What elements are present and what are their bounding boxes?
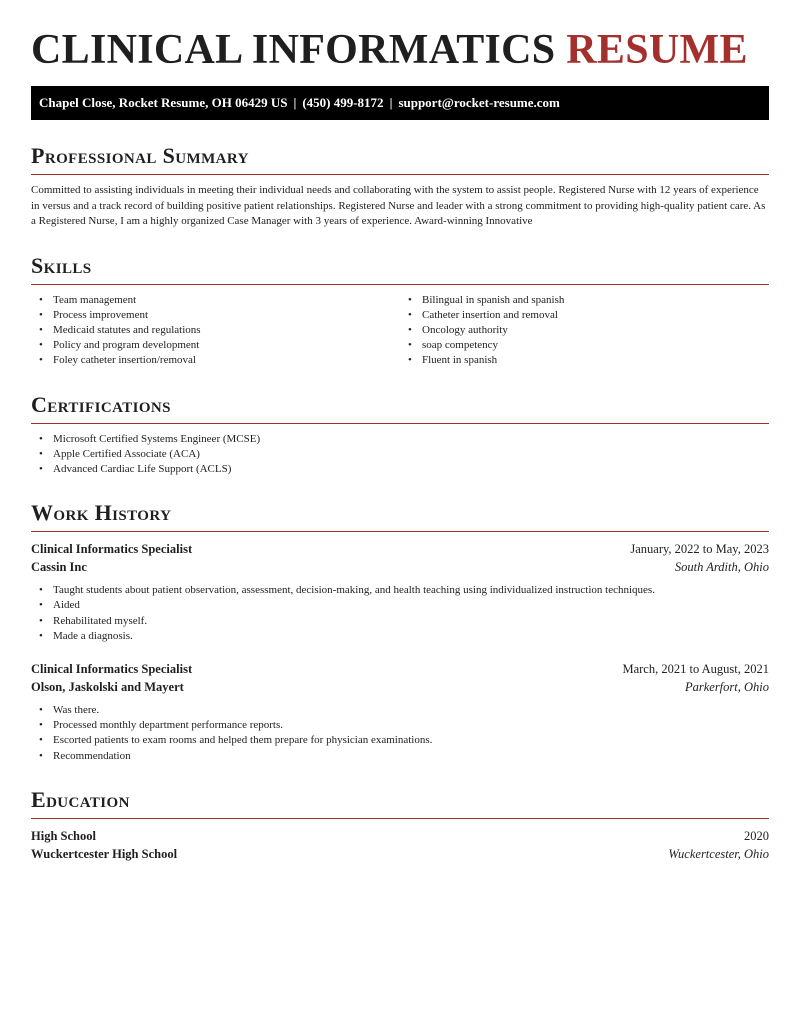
section-divider xyxy=(31,531,769,532)
skill-item: • Bilingual in spanish and spanish xyxy=(408,293,769,308)
job-header-row xyxy=(31,660,769,678)
job-duty-item: • Aided xyxy=(39,598,769,613)
contact-separator: | xyxy=(389,95,393,110)
job-header-row xyxy=(31,540,769,558)
job-duty-item: • Rehabilitated myself. xyxy=(39,614,769,629)
skill-item: • Catheter insertion and removal xyxy=(408,308,769,323)
education-header-row xyxy=(31,827,769,845)
job-company-row xyxy=(31,558,769,576)
job-entry xyxy=(31,540,769,644)
job-duty-item: • Was there. xyxy=(39,703,769,718)
skill-item: • Medicaid statutes and regulations xyxy=(39,323,400,338)
education-school-row xyxy=(31,845,769,863)
certification-item: • Apple Certified Associate (ACA) xyxy=(39,447,769,462)
education-school: Wuckertcester High School xyxy=(31,846,178,861)
skill-item: • soap competency xyxy=(408,338,769,353)
skill-item: • Foley catheter insertion/removal xyxy=(39,353,400,368)
job-location: South Ardith, Ohio xyxy=(674,560,769,575)
skill-item: • Fluent in spanish xyxy=(408,353,769,368)
job-dates: March, 2021 to August, 2021 xyxy=(622,661,769,676)
skills-column-left xyxy=(31,293,400,369)
resume-title xyxy=(31,24,769,76)
skill-item: • Process improvement xyxy=(39,308,400,323)
skill-item: • Oncology authority xyxy=(408,323,769,338)
skills-heading: Skills xyxy=(31,252,92,278)
job-company: Olson, Jaskolski and Mayert xyxy=(31,679,184,694)
skills-list-left xyxy=(31,293,400,369)
job-duty-item: • Recommendation xyxy=(39,749,769,764)
skills-grid xyxy=(31,293,769,369)
certifications-heading: Certifications xyxy=(31,391,171,417)
job-duty-item: • Processed monthly department performance reports. xyxy=(39,718,769,733)
certification-item: • Microsoft Certified Systems Engineer (MCSE) xyxy=(39,432,769,447)
education-location: Wuckertcester, Ohio xyxy=(668,846,769,861)
section-divider xyxy=(31,174,769,175)
certifications-list xyxy=(31,432,769,478)
job-duties-list xyxy=(31,583,769,644)
summary-text: Committed to assisting individuals in meeting their individual needs and collaborating with the system to assist people. Registered Nurse with 12 years of experience in versus and a track record of building positive patient relationships. Registered Nurse and leader with a strong commitment to providing high-quality patient care. As a Registered Nurse, I am a highly organized Case Manager with 3 years of experience. Award-winning Innovative xyxy=(31,184,766,227)
certification-item: • Advanced Cardiac Life Support (ACLS) xyxy=(39,462,769,477)
contact-bar xyxy=(31,86,769,120)
job-duty-item: • Made a diagnosis. xyxy=(39,629,769,644)
education-year: 2020 xyxy=(744,828,769,843)
section-divider xyxy=(31,818,769,819)
education-degree: High School xyxy=(31,828,96,843)
section-divider xyxy=(31,423,769,424)
work-history-heading: Work History xyxy=(31,500,172,526)
job-dates: January, 2022 to May, 2023 xyxy=(630,542,769,557)
skills-list-right xyxy=(400,293,769,369)
job-duty-item: • Taught students about patient observation, assessment, decision-making, and health teaching using individualized instruction techniques. xyxy=(39,583,769,598)
section-divider xyxy=(31,284,769,285)
skill-item: • Policy and program development xyxy=(39,338,400,353)
education-entry xyxy=(31,827,769,863)
contact-email[interactable]: support@rocket-resume.com xyxy=(398,95,560,110)
contact-address: Chapel Close, Rocket Resume, OH 06429 US xyxy=(39,95,288,110)
job-duty-item: • Escorted patients to exam rooms and helped them prepare for physician examinations. xyxy=(39,733,769,748)
job-title: Clinical Informatics Specialist xyxy=(31,661,193,676)
summary-heading: Professional Summary xyxy=(31,143,249,168)
job-entry xyxy=(31,660,769,764)
contact-phone: (450) 499-8172 xyxy=(302,95,384,110)
education-heading: Education xyxy=(31,786,130,812)
job-company-row xyxy=(31,678,769,696)
skill-item: • Team management xyxy=(39,293,400,308)
title-accent: RESUME xyxy=(566,27,748,73)
contact-separator: | xyxy=(293,95,297,110)
title-main: CLINICAL INFORMATICS xyxy=(31,27,556,73)
job-location: Parkerfort, Ohio xyxy=(684,679,769,694)
job-company: Cassin Inc xyxy=(31,560,87,575)
job-duties-list xyxy=(31,703,769,764)
job-title: Clinical Informatics Specialist xyxy=(31,542,193,557)
skills-column-right xyxy=(400,293,769,369)
